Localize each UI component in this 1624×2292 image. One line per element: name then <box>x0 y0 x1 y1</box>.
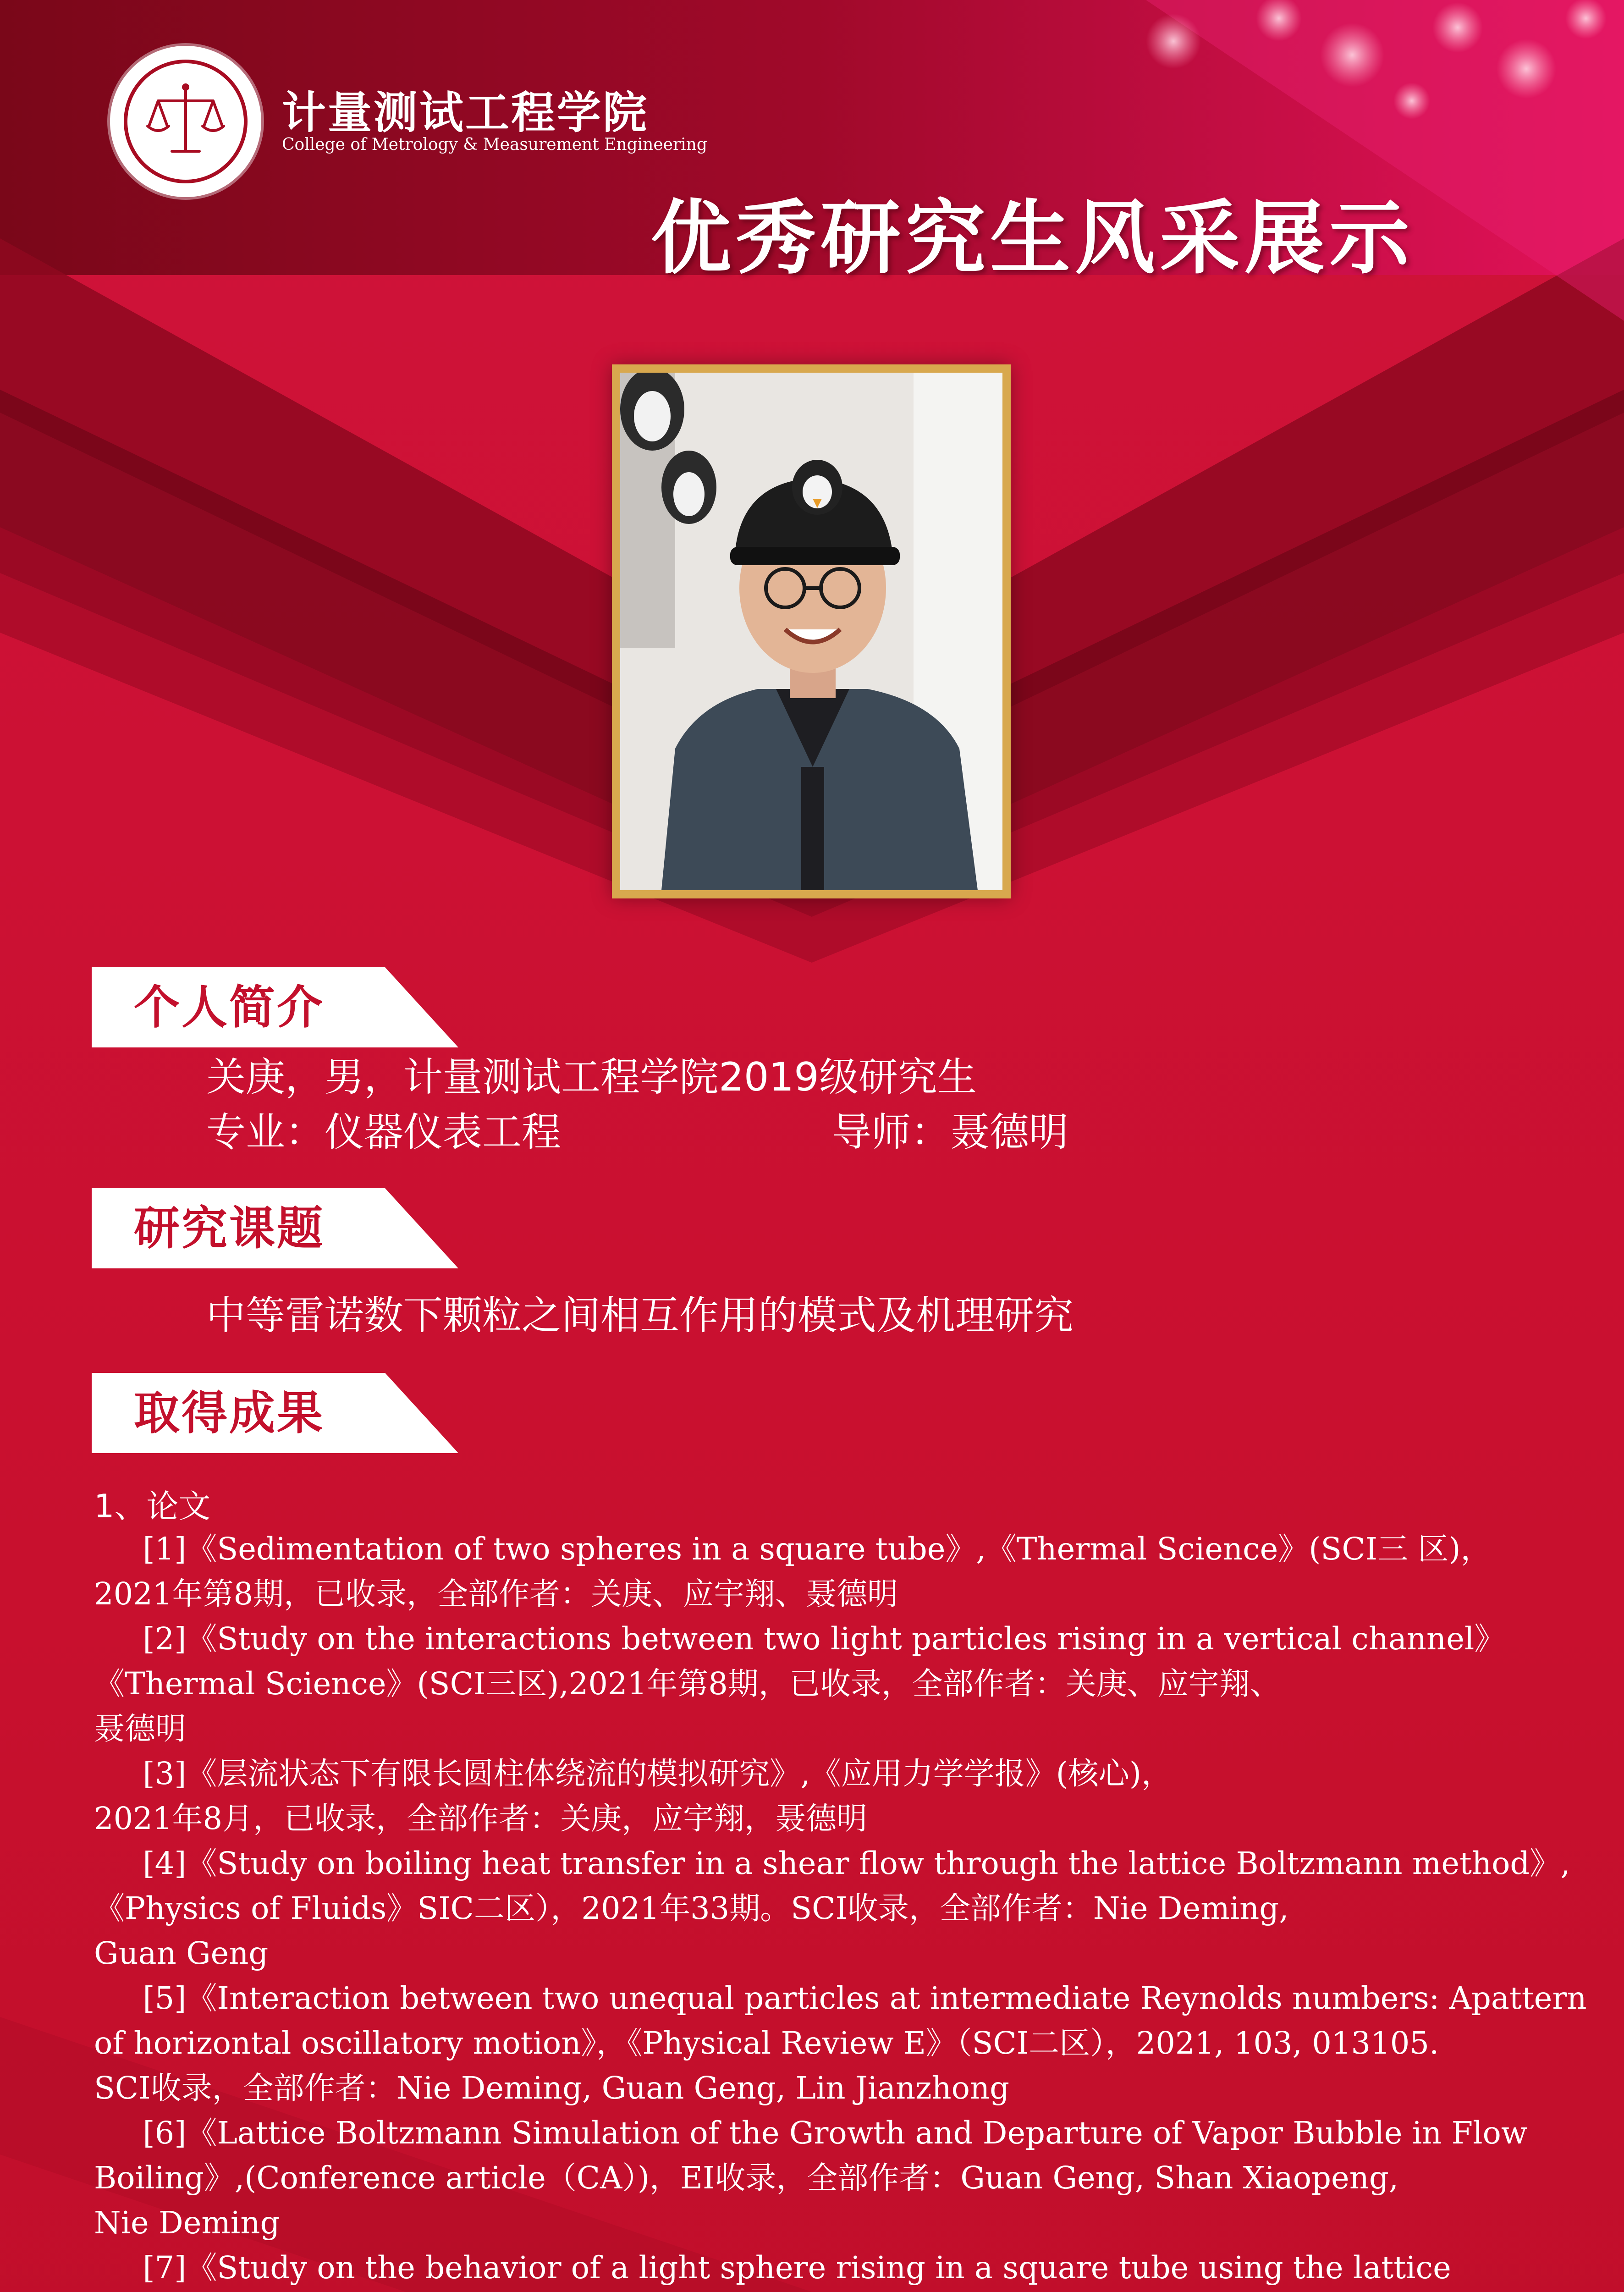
college-name-en: College of Metrology & Measurement Engineering <box>282 135 707 154</box>
paper-line: 2021年8月，已收录，全部作者：关庚，应宇翔，聂德明 <box>94 1801 868 1836</box>
paper-line: [2]《Study on the interactions between two light particles rising in a vertical channel》 <box>94 1621 1505 1657</box>
paper-line: [7]《Study on the behavior of a light sphere rising in a square tube using the lattice <box>94 2250 1451 2286</box>
profile-line1: 关庚，男，计量测试工程学院2019级研究生 <box>206 1054 977 1100</box>
section-profile-tab <box>92 967 468 1047</box>
paper-line: 2021年第8期，已收录，全部作者：关庚、应宇翔、聂德明 <box>94 1576 898 1612</box>
paper-line: [5]《Interaction between two unequal particles at intermediate Reynolds numbers: Apattern <box>94 1980 1587 2016</box>
paper-line: 《Thermal Science》(SCI三区),2021年第8期，已收录，全部作者：关庚、应宇翔、 <box>94 1666 1281 1702</box>
paper-line: of horizontal oscillatory motion》，《Physical Review E》（SCI二区），2021, 103, 013105. <box>94 2025 1439 2061</box>
paper-line: [1]《Sedimentation of two spheres in a square tube》,《Thermal Science》(SCI三 区)， <box>94 1531 1492 1567</box>
paper-line: [3]《层流状态下有限长圆柱体绕流的模拟研究》,《应用力学学报》(核心)， <box>94 1756 1172 1791</box>
topic-text: 中等雷诺数下颗粒之间相互作用的模式及机理研究 <box>206 1293 1073 1339</box>
section-topic-tab <box>92 1188 468 1268</box>
scales-icon <box>110 46 261 197</box>
paper-line: 《Physics of Fluids》SIC二区），2021年33期。SCI收录，全部作者：Nie Deming, <box>94 1890 1289 1926</box>
portrait-illustration <box>620 373 1002 890</box>
profile-advisor: 导师：聂德明 <box>832 1109 1068 1155</box>
section-achievements-heading: 取得成果 <box>134 1386 325 1440</box>
section-achievements-tab <box>92 1373 468 1453</box>
section-profile-heading: 个人简介 <box>134 981 325 1034</box>
profile-major: 专业：仪器仪表工程 <box>206 1109 561 1155</box>
paper-line <box>94 2290 1587 2292</box>
paper-line: Guan Geng <box>94 1935 269 1971</box>
paper-line: SCI收录，全部作者：Nie Deming, Guan Geng, Lin Jianzhong <box>94 2070 1010 2106</box>
college-name-cn: 计量测试工程学院 <box>282 87 649 138</box>
student-photo <box>612 364 1011 898</box>
papers-list <box>94 1526 1587 2292</box>
paper-line: Nie Deming <box>94 2205 280 2241</box>
papers-title: 1、论文 <box>94 1488 211 1525</box>
section-topic-heading: 研究课题 <box>134 1201 325 1255</box>
paper-line: [4]《Study on boiling heat transfer in a shear flow through the lattice Boltzmann method》, <box>94 1846 1570 1881</box>
paper-line: 聂德明 <box>94 1711 186 1747</box>
college-logo <box>110 46 261 197</box>
page-title: 优秀研究生风采展示 <box>651 192 1414 285</box>
paper-line: [6]《Lattice Boltzmann Simulation of the Growth and Departure of Vapor Bubble in Flow <box>94 2115 1528 2151</box>
paper-line: Boiling》,(Conference article（CA）)，EI收录，全部作者：Guan Geng, Shan Xiaopeng, <box>94 2160 1399 2196</box>
